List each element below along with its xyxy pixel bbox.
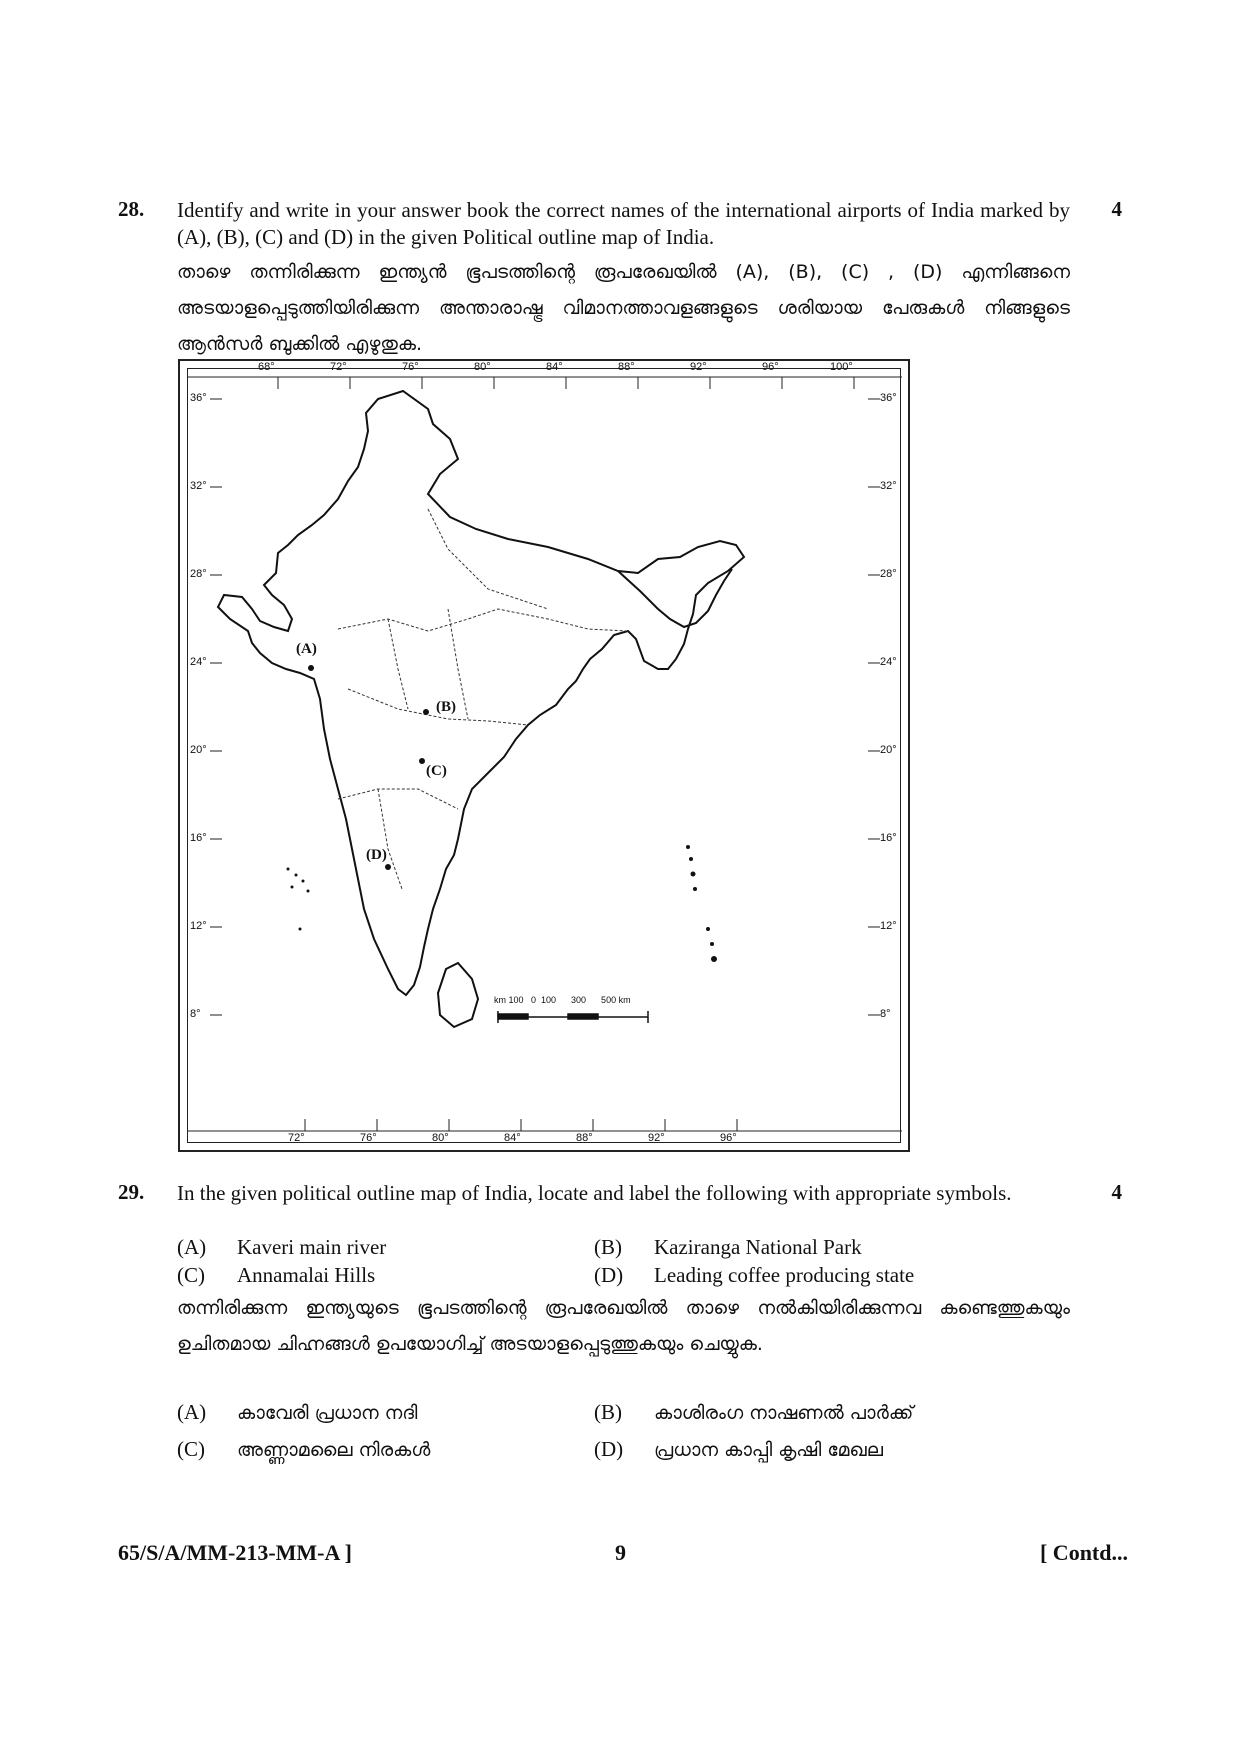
lon-top-label: 100°: [830, 361, 853, 373]
paper-code: 65/S/A/MM-213-MM-A ]: [118, 1540, 352, 1565]
lat-right-label: 24°: [880, 656, 897, 668]
lat-left-label: 20°: [190, 744, 207, 756]
airport-label-c: (C): [426, 763, 447, 779]
q29-option-ml-c: (C) അണ്ണാമലൈ നിരകൾ: [177, 1437, 431, 1461]
question-28-marks: 4: [1111, 197, 1122, 221]
scale-bar-label: km 100 0 100 300 500 km: [494, 995, 631, 1005]
airport-markers: [308, 665, 429, 870]
question-28-text-en: Identify and write in your answer book the correct names of the international airports of India marked by (A), (B), (C) and (D) in the given Political outline map of India.: [177, 198, 1070, 249]
lon-top-label: 92°: [690, 361, 707, 373]
q29-option-ml-d: (D) പ്രധാന കാപ്പി കൃഷി മേഖല: [594, 1437, 883, 1461]
lat-right-label: 28°: [880, 568, 897, 580]
lat-left-label: 16°: [190, 832, 207, 844]
lon-top-label: 96°: [762, 361, 779, 373]
andaman-islands: [686, 845, 717, 962]
lon-bottom-label: 84°: [504, 1132, 521, 1144]
question-28-number: 28.: [118, 197, 145, 221]
lon-top-label: 76°: [402, 361, 419, 373]
lon-bottom-label: 92°: [648, 1132, 665, 1144]
india-outline: [218, 391, 744, 995]
question-28-text-ml: താഴെ തന്നിരിക്കുന്ന ഇന്ത്യൻ ഭൂപടത്തിന്റെ രൂപരേഖയിൽ (A), (B), (C) , (D) എന്നിങ്ങനെ അടയാളപ്പെടുത്തിയിരിക്കുന്ന അന്താരാഷ്ട്ര വിമാനത്താവളങ്ങളുടെ ശരിയായ പേരുകൾ നിങ്ങളുടെ ആൻസർ ബുക്കിൽ എഴുതുക.: [177, 261, 1070, 355]
airport-label-b: (B): [436, 699, 456, 715]
lon-top-label: 80°: [474, 361, 491, 373]
scale-bar: [498, 1011, 648, 1023]
lat-right-label: 16°: [880, 832, 897, 844]
lat-left-label: 32°: [190, 480, 207, 492]
q29-option-ml-b: (B) കാശിരംഗ നാഷണൽ പാർക്ക്: [594, 1400, 914, 1424]
lat-right-label: 12°: [880, 920, 897, 932]
map-svg: [188, 369, 902, 1144]
map-inner-frame: [187, 361, 901, 1144]
q29-option-en-a: (A) Kaveri main river: [177, 1235, 387, 1259]
question-29-marks: 4: [1111, 1180, 1122, 1204]
lat-left-label: 36°: [190, 392, 207, 404]
lon-bottom-label: 88°: [576, 1132, 593, 1144]
lat-right-label: 32°: [880, 480, 897, 492]
lon-top-label: 88°: [618, 361, 635, 373]
lon-bottom-label: 72°: [288, 1132, 305, 1144]
lat-right-label: 8°: [880, 1008, 891, 1020]
lat-left-label: 28°: [190, 568, 207, 580]
page-number: 9: [615, 1540, 626, 1565]
india-political-map: [178, 359, 910, 1152]
q29-option-en-d: (D) Leading coffee producing state: [594, 1263, 915, 1287]
state-boundaries: [338, 509, 628, 889]
lon-bottom-label: 76°: [360, 1132, 377, 1144]
q29-option-en-c: (C) Annamalai Hills: [177, 1263, 376, 1287]
lon-bottom-label: 96°: [720, 1132, 737, 1144]
lat-left-label: 24°: [190, 656, 207, 668]
lon-top-label: 84°: [546, 361, 563, 373]
lat-right-label: 36°: [880, 392, 897, 404]
question-29-number: 29.: [118, 1180, 145, 1204]
lat-left-label: 12°: [190, 920, 207, 932]
q29-option-ml-a: (A) കാവേരി പ്രധാന നദി: [177, 1400, 418, 1424]
lat-right-label: 20°: [880, 744, 897, 756]
lon-top-label: 72°: [330, 361, 347, 373]
lon-bottom-label: 80°: [432, 1132, 449, 1144]
q29-option-en-b: (B) Kaziranga National Park: [594, 1235, 862, 1259]
sri-lanka-outline: [438, 963, 478, 1027]
lat-left-label: 8°: [190, 1008, 201, 1020]
continued-label: [ Contd...: [1039, 1540, 1128, 1565]
airport-label-a: (A): [296, 641, 317, 657]
question-29-text-ml: തന്നിരിക്കുന്ന ഇന്ത്യയുടെ ഭൂപടത്തിന്റെ രൂപരേഖയിൽ താഴെ നൽകിയിരിക്കുന്നവ കണ്ടെത്തുകയും ഉചിതമായ ചിഹ്നങ്ങൾ ഉപയോഗിച്ച് അടയാളപ്പെടുത്തുകയും ചെയ്യുക.: [177, 1297, 1070, 1355]
lon-top-label: 68°: [258, 361, 275, 373]
question-29-text-en: In the given political outline map of India, locate and label the following with appropriate symbols.: [177, 1181, 1012, 1205]
airport-label-d: (D): [366, 847, 387, 863]
lakshadweep-islands: [287, 868, 310, 931]
